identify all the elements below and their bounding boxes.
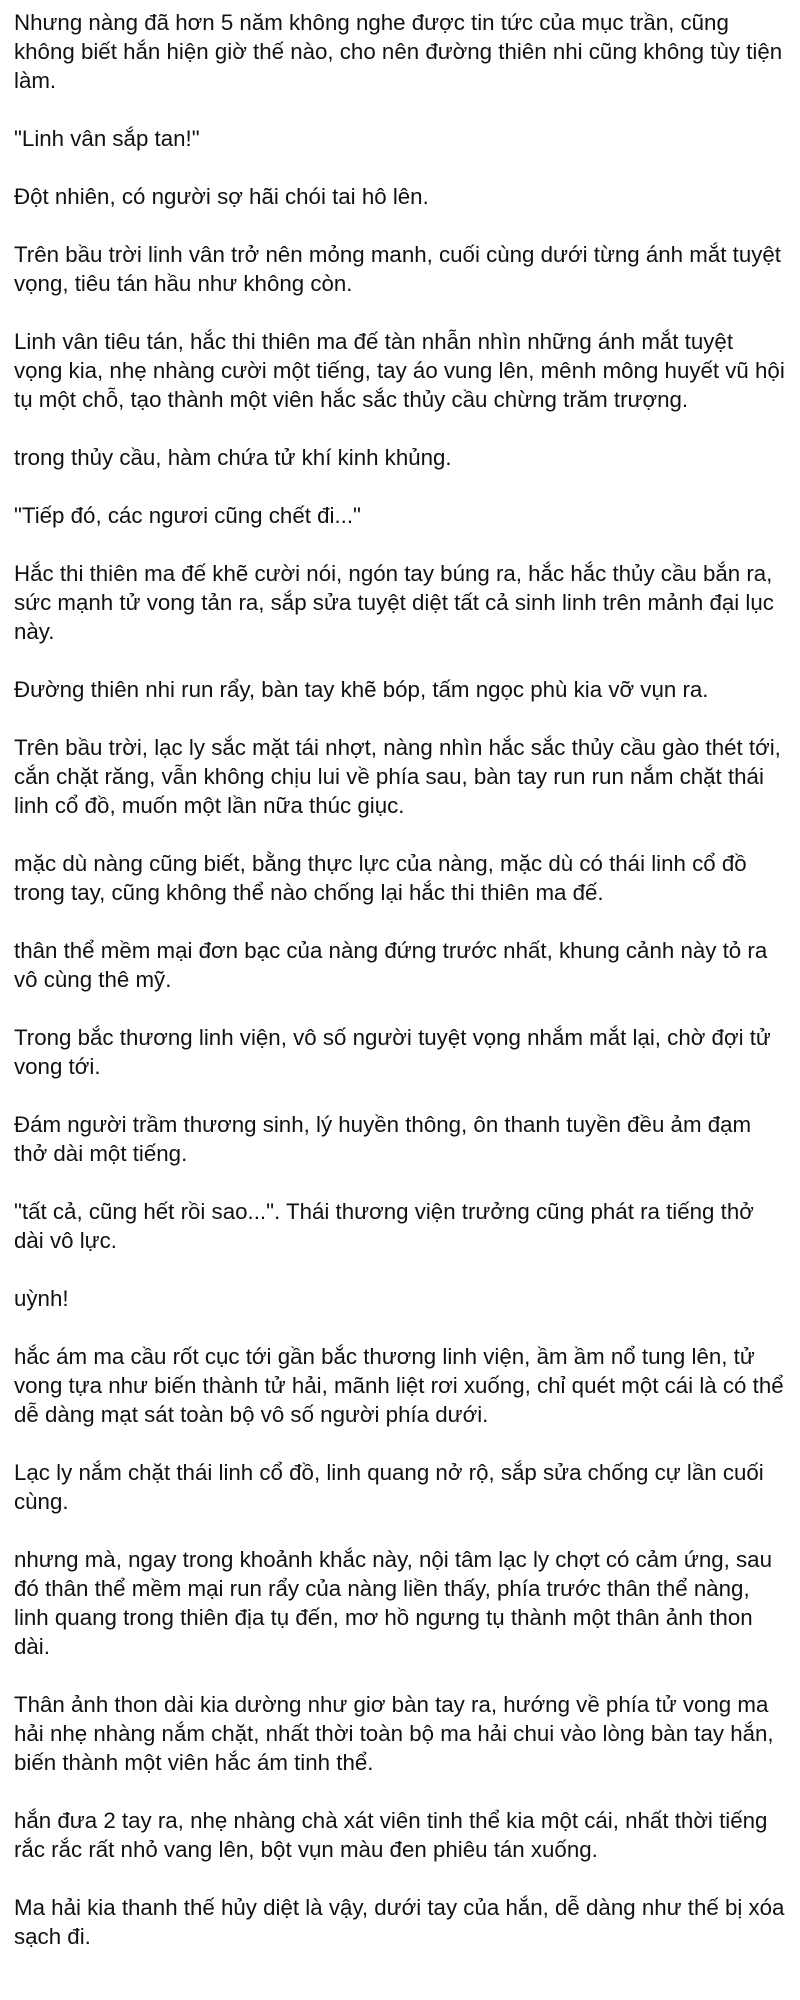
paragraph: Thân ảnh thon dài kia dường như giơ bàn tay ra, hướng về phía tử vong ma hải nhẹ nhàng nắm chặt, nhất thời toàn bộ ma hải chui vào lòng bàn tay hắn, biến thành một viên hắc ám tinh thể. [14, 1692, 774, 1775]
paragraph: Trong bắc thương linh viện, vô số người tuyệt vọng nhắm mắt lại, chờ đợi tử vong tới. [14, 1025, 771, 1079]
paragraph: Đường thiên nhi run rẩy, bàn tay khẽ bóp, tấm ngọc phù kia vỡ vụn ra. [14, 677, 709, 702]
paragraph: "tất cả, cũng hết rồi sao...". Thái thương viện trưởng cũng phát ra tiếng thở dài vô lực. [14, 1199, 754, 1253]
paragraph: Linh vân tiêu tán, hắc thi thiên ma đế tàn nhẫn nhìn những ánh mắt tuyệt vọng kia, nhẹ nhàng cười một tiếng, tay áo vung lên, mênh mông huyết vũ hội tụ một chỗ, tạo thành một viên hắc sắc thủy cầu chừng trăm trượng. [14, 329, 785, 412]
paragraph: "Linh vân sắp tan!" [14, 126, 200, 151]
paragraph: Trên bầu trời linh vân trở nên mỏng manh, cuối cùng dưới từng ánh mắt tuyệt vọng, tiêu tán hầu như không còn. [14, 242, 781, 296]
paragraph: hắn đưa 2 tay ra, nhẹ nhàng chà xát viên tinh thể kia một cái, nhất thời tiếng rắc rắc rất nhỏ vang lên, bột vụn màu đen phiêu tán xuống. [14, 1808, 768, 1862]
paragraph: uỳnh! [14, 1286, 69, 1311]
paragraph: Ma hải kia thanh thế hủy diệt là vậy, dưới tay của hắn, dễ dàng như thế bị xóa sạch đi. [14, 1895, 785, 1949]
paragraph: mặc dù nàng cũng biết, bằng thực lực của nàng, mặc dù có thái linh cổ đồ trong tay, cũng không thể nào chống lại hắc thi thiên ma đế. [14, 851, 747, 905]
paragraph: Lạc ly nắm chặt thái linh cổ đồ, linh quang nở rộ, sắp sửa chống cự lần cuối cùng. [14, 1460, 764, 1514]
paragraph: Hắc thi thiên ma đế khẽ cười nói, ngón tay búng ra, hắc hắc thủy cầu bắn ra, sức mạnh tử vong tản ra, sắp sửa tuyệt diệt tất cả sinh linh trên mảnh đại lục này. [14, 561, 774, 644]
paragraph: hắc ám ma cầu rốt cục tới gần bắc thương linh viện, ầm ầm nổ tung lên, tử vong tựa như biến thành tử hải, mãnh liệt rơi xuống, chỉ quét một cái là có thể dễ dàng mạt sát toàn bộ vô số người phía dưới. [14, 1344, 784, 1427]
paragraph: Đột nhiên, có người sợ hãi chói tai hô lên. [14, 184, 429, 209]
paragraph: "Tiếp đó, các ngươi cũng chết đi..." [14, 503, 361, 528]
paragraph: Trên bầu trời, lạc ly sắc mặt tái nhợt, nàng nhìn hắc sắc thủy cầu gào thét tới, cắn chặt răng, vẫn không chịu lui về phía sau, bàn tay run run nắm chặt thái linh cổ đồ, muốn một lần nữa thúc giục. [14, 735, 781, 818]
paragraph: thân thể mềm mại đơn bạc của nàng đứng trước nhất, khung cảnh này tỏ ra vô cùng thê mỹ. [14, 938, 768, 992]
paragraph: nhưng mà, ngay trong khoảnh khắc này, nội tâm lạc ly chợt có cảm ứng, sau đó thân thể mềm mại run rẩy của nàng liền thấy, phía trước thân thể nàng, linh quang trong thiên địa tụ đến, mơ hồ ngưng tụ thành một thân ảnh thon dài. [14, 1547, 772, 1659]
paragraph: Nhưng nàng đã hơn 5 năm không nghe được tin tức của mục trần, cũng không biết hắn hiện giờ thế nào, cho nên đường thiên nhi cũng không tùy tiện làm. [14, 10, 783, 93]
document-body [14, 8, 786, 1980]
paragraph: Đám người trầm thương sinh, lý huyền thông, ôn thanh tuyền đều ảm đạm thở dài một tiếng. [14, 1112, 752, 1166]
paragraph: trong thủy cầu, hàm chứa tử khí kinh khủng. [14, 445, 452, 470]
